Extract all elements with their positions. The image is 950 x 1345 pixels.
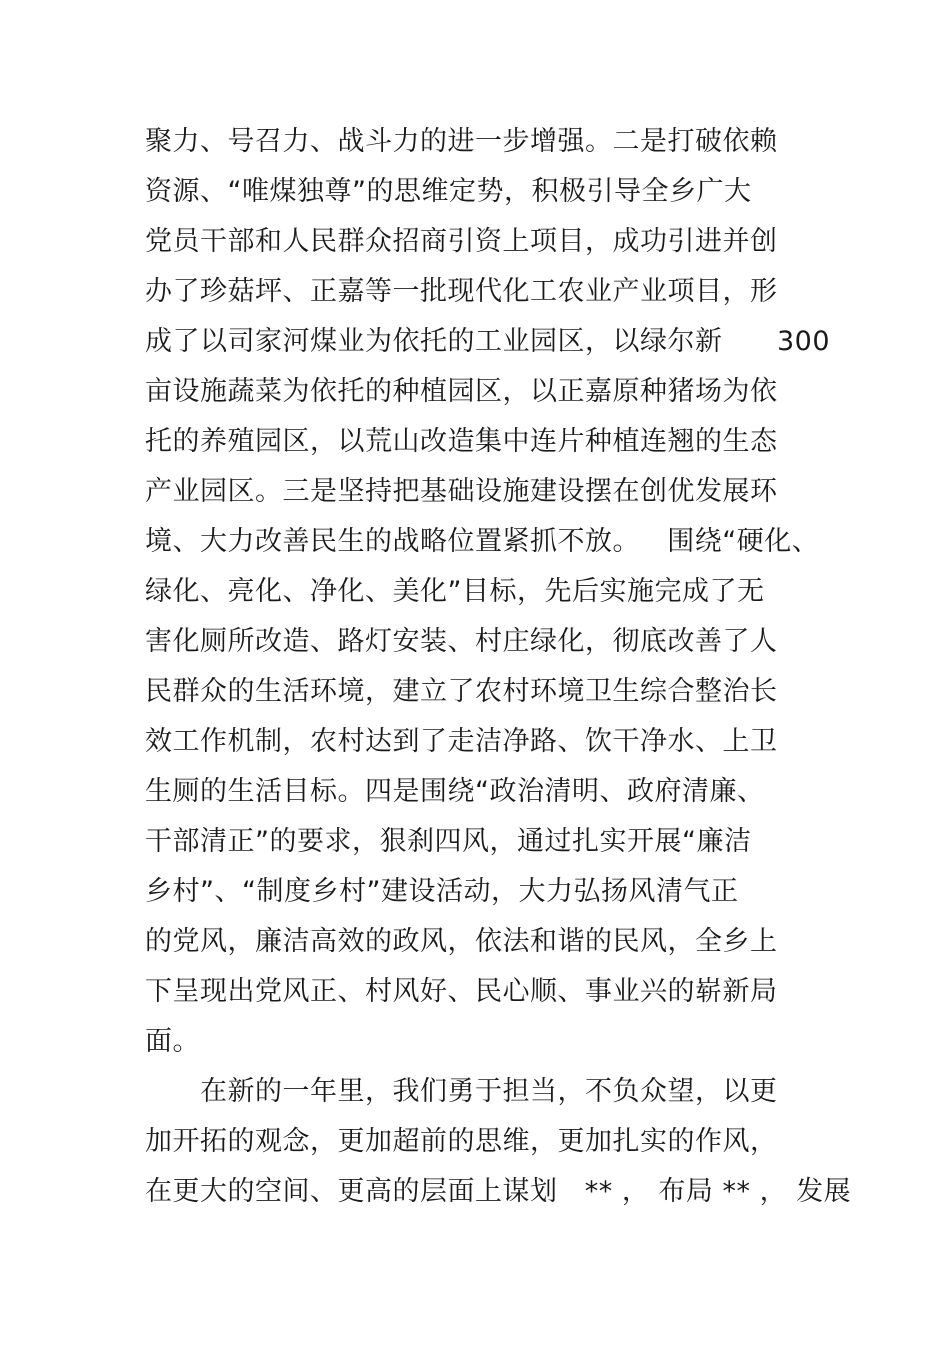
text-line: 效工作机制，农村达到了走洁净路、饮干净水、上卫 [145, 726, 778, 757]
text-line: 面。 [145, 1026, 200, 1057]
text-line: 的党风，廉洁高效的政风，依法和谐的民风，全乡上 [145, 926, 778, 957]
text-line: 绿化、亮化、净化、美化”目标，先后实施完成了无 [145, 576, 765, 607]
text-line: 资源、“唯煤独尊”的思维定势，积极引导全乡广大 [145, 176, 752, 207]
text-line: 害化厕所改造、路灯安装、村庄绿化，彻底改善了人 [145, 626, 778, 657]
text-line: 在更大的空间、更高的层面上谋划 ** ， 布局 ** ， 发展 [145, 1176, 852, 1207]
text-line: 托的养殖园区，以荒山改造集中连片种植连翘的生态 [145, 426, 778, 457]
text-line: 产业园区。三是坚持把基础设施建设摆在创优发展环 [145, 476, 778, 507]
text-line: 下呈现出党风正、村风好、民心顺、事业兴的崭新局 [145, 976, 778, 1007]
text-line: 党员干部和人民群众招商引资上项目，成功引进并创 [145, 226, 778, 257]
text-line: 聚力、号召力、战斗力的进一步增强。二是打破依赖 [145, 126, 778, 157]
text-line: 民群众的生活环境，建立了农村环境卫生综合整治长 [145, 676, 778, 707]
text-line: 乡村”、“制度乡村”建设活动，大力弘扬风清气正 [145, 876, 739, 907]
text-line: 成了以司家河煤业为依托的工业园区，以绿尔新 300 [145, 326, 831, 357]
paragraph-first-line: 在新的一年里，我们勇于担当，不负众望，以更 [200, 1076, 778, 1107]
text-line: 生厕的生活目标。四是围绕“政治清明、政府清廉、 [145, 776, 765, 807]
text-line: 加开拓的观念，更加超前的思维，更加扎实的作风， [145, 1126, 778, 1157]
text-line: 亩设施蔬菜为依托的种植园区，以正嘉原种猪场为依 [145, 376, 778, 407]
text-line: 干部清正”的要求，狠刹四风，通过扎实开展“廉洁 [145, 826, 752, 857]
text-line: 办了珍菇坪、正嘉等一批现代化工农业产业项目，形 [145, 276, 778, 307]
text-line: 境、大力改善民生的战略位置紧抓不放。 围绕“硬化、 [145, 526, 820, 557]
